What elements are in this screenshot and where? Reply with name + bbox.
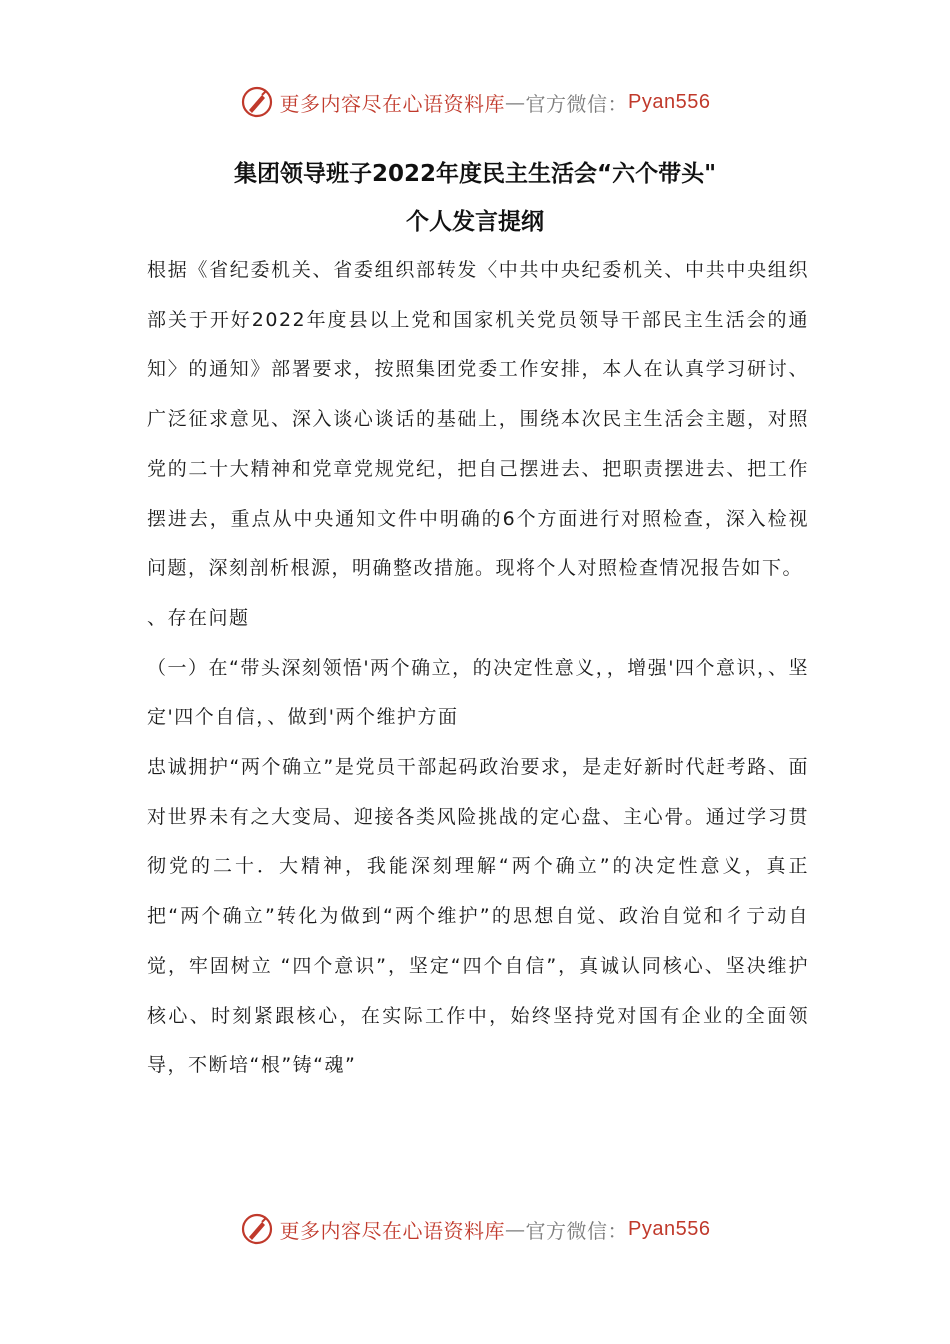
pen-logo-icon xyxy=(240,1212,274,1246)
watermark-separator: — xyxy=(505,90,526,114)
section-heading: 、存在问题 xyxy=(147,606,250,629)
watermark-main-text: 更多内容尽在心语资料库 xyxy=(279,91,506,116)
watermark-label: 官方微信： xyxy=(525,1218,629,1243)
paragraph-intro: 根据《省纪委机关、省委组织部转发〈中共中央纪委机关、中共中央组织部关于开好2022年度县以上党和国家机关党员领导干部民主生活会的通知〉的通知》部署要求，按照集团党委工作安排，本人在认真学习研讨、广泛征求意见、深入谈心谈话的基础上，围绕本次民主生活会主题，对照党的二十大精神和党章党规党纪，把自己摆进去、把职责摆进去、把工作摆进去，重点从中央通知文件中明确的6个方面进行对照检查，深入检视问题，深刻剖析根源，明确整改措施。现将个人对照检查情况报告如下。 xyxy=(147,259,809,580)
pen-logo-icon xyxy=(240,85,274,119)
watermark-main-text: 更多内容尽在心语资料库 xyxy=(279,1218,506,1243)
document-body xyxy=(147,246,809,1091)
paragraph-body: 忠诚拥护“两个确立”是党员干部起码政治要求，是走好新时代赶考路、面对世界未有之大变局、迎接各类风险挑战的定心盘、主心骨。通过学习贯彻党的二十．大精神，我能深刻理解“两个确立”的决定性意义，真正把“两个确立”转化为做到“两个维护”的思想自觉、政治自觉和彳亍动自觉，牢固树立 “四个意识”，坚定“四个自信”，真诚认同核心、坚决维护核心、时刻紧跟核心，在实际工作中，始终坚持党对国有企业的全面领导，不断培“根”铸“魂” xyxy=(147,756,809,1077)
document-title-line1: 集团领导班子2022年度民主生活会“六个带头" xyxy=(233,161,717,187)
watermark-banner-top xyxy=(0,82,950,122)
watermark-separator: — xyxy=(505,1217,526,1241)
watermark-wechat-id: Pyan556 xyxy=(628,1217,711,1240)
document-title-line2: 个人发言提纲 xyxy=(406,209,544,235)
subsection-heading: （一）在“带头深刻领悟'两个确立，的决定性意义，，增强'四个意识，、坚定'四个自信，、做到'两个维护方面 xyxy=(147,656,809,729)
watermark-label: 官方微信： xyxy=(525,91,629,116)
watermark-wechat-id: Pyan556 xyxy=(628,90,711,113)
watermark-banner-bottom xyxy=(0,1209,950,1249)
